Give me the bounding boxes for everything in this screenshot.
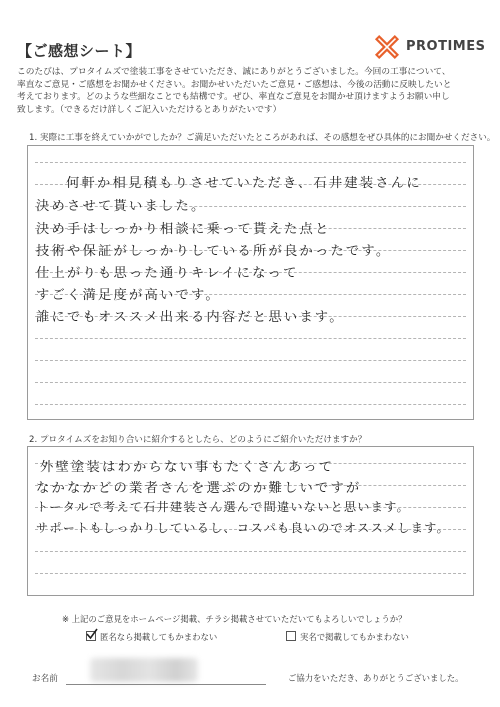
name-redacted — [90, 658, 198, 682]
answer-1-line: 技術や保証がしっかりしている所が良かったです。 — [36, 244, 392, 259]
option-realname[interactable] — [286, 631, 409, 643]
intro-text — [17, 66, 487, 116]
protimes-logo — [372, 32, 487, 62]
check-icon — [86, 628, 98, 640]
anonymous-checkbox[interactable] — [86, 631, 96, 641]
realname-checkbox[interactable] — [286, 631, 296, 641]
sheet-title: 【ご感想シート】 — [17, 42, 142, 60]
consent-note: ※ 上記のご意見をホームページ掲載、チラシ掲載させていただいてもよろしいでしょうか？ — [62, 614, 407, 624]
answer-2-line: 外壁塗装はわからない事もたくさんあって — [40, 460, 335, 475]
option-anonymous-label: 匿名なら掲載してもかまわない — [100, 632, 218, 642]
question-1-label: 1. 実際に工事を終えていかがでしたか？ご満足いただいたところがあれば、その感想をぜひ具体的にお聞かせください。 — [29, 133, 496, 143]
answer-1-line: すごく満足度が高いです。 — [36, 288, 221, 303]
name-label: お名前 — [32, 674, 58, 684]
answer-1-line: 誰にでもオススメ出来る内容だと思います。 — [36, 310, 345, 325]
thanks-text: ご協力をいただき、ありがとうございました。 — [288, 673, 464, 683]
answer-1-line: 決め手はしっかり相談に乗って貰えた点と — [36, 222, 331, 237]
name-underline — [66, 684, 266, 685]
intro-line: 致します。（できるだけ詳しくご記入いただけるとありがたいです） — [17, 104, 282, 115]
logo-text: PROTIMES — [406, 39, 486, 54]
intro-line: このたびは、プロタイムズで塗装工事をさせていただき、誠にありがとうございました。今回の工事について、 — [17, 67, 451, 77]
answer-1-line: 決めさせて貰いました。 — [36, 199, 207, 214]
answer-2-line: トータルで考えて石井建装さん選んで間違いないと思います。 — [36, 500, 410, 514]
intro-line: 考えております。どのような些細なことでも結構です。ぜひ、率直なご意見をお聞かせ頂けますようお願い申し — [17, 92, 450, 102]
answer-2-line: なかなかどの業者さんを選ぶのか難しいですが — [36, 481, 362, 496]
question-2-label: 2. プロタイムズをお知り合いに紹介するとしたら、どのようにご紹介いただけますか？ — [29, 435, 367, 445]
intro-line: 率直なご意見・ご感想をお聞かせください。お聞かせいただいたご意見・ご感想は、今後の活動に反映したいと — [17, 79, 452, 90]
answer-1-line: 仕上がりも思った通りキレイになって — [36, 266, 299, 281]
protimes-logo-icon — [372, 32, 402, 62]
answer-1-line: 何軒か相見積もりさせていただき、石井建装さんに — [66, 176, 422, 191]
answer-2-line: サポートもしっかりしているし、コスパも良いのでオススメします。 — [36, 521, 450, 535]
option-anonymous[interactable] — [86, 631, 217, 643]
option-realname-label: 実名で掲載してもかまわない — [300, 632, 409, 642]
